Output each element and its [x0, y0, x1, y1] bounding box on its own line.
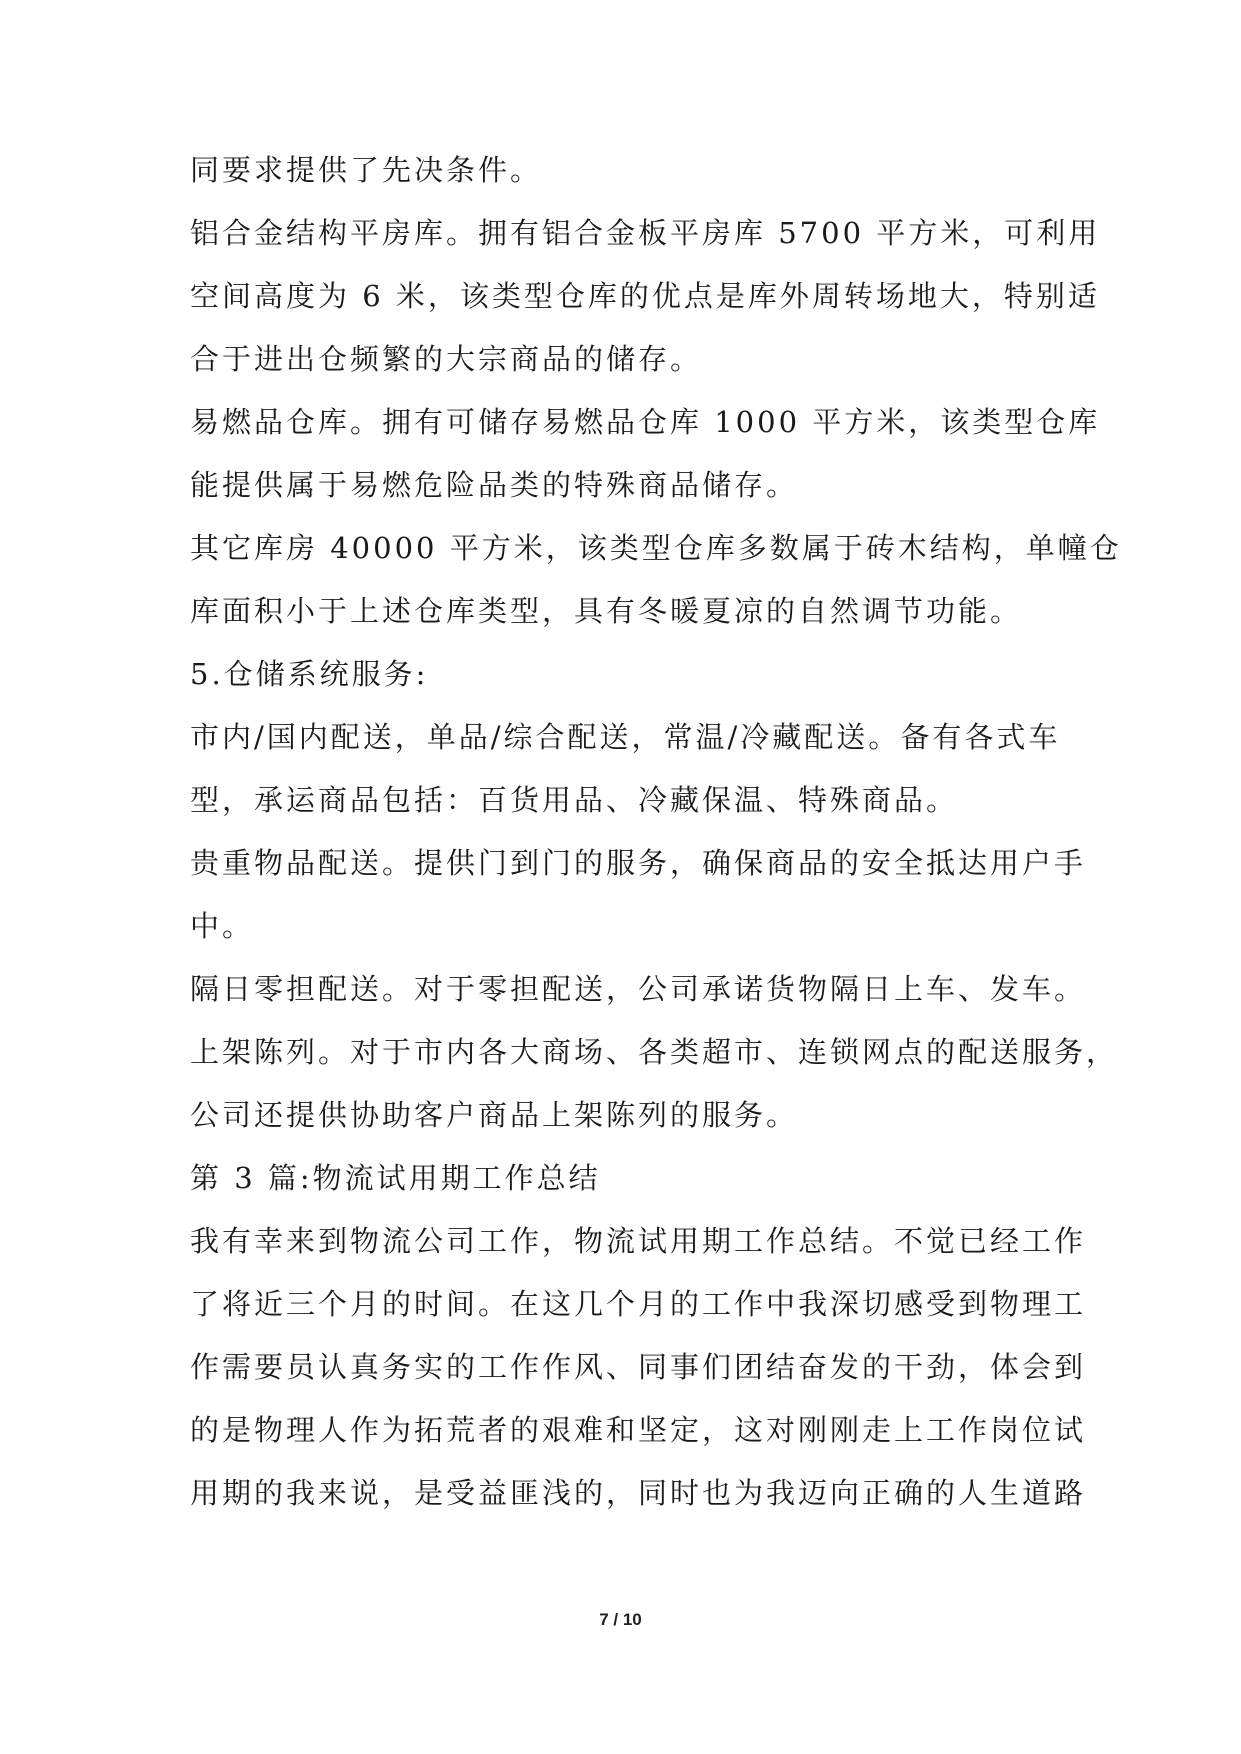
text-line: 中。 — [190, 909, 255, 943]
text-line: 市内/国内配送，单品/综合配送，常温/冷藏配送。备有各式车 — [190, 720, 1061, 754]
text-line: 作需要员认真务实的工作作风、同事们团结奋发的干劲，体会到 — [190, 1350, 1087, 1384]
text-line: 其它库房 40000 平方米，该类型仓库多数属于砖木结构，单幢仓 — [190, 531, 1122, 565]
text-line: 隔日零担配送。对于零担配送，公司承诺货物隔日上车、发车。 — [190, 972, 1087, 1006]
text-line: 能提供属于易燃危险品类的特殊商品储存。 — [190, 468, 799, 502]
text-line: 空间高度为 6 米，该类型仓库的优点是库外周转场地大，特别适 — [190, 279, 1100, 313]
text-line: 的是物理人作为拓荒者的艰难和坚定，这对刚刚走上工作岗位试 — [190, 1413, 1087, 1447]
text-line: 库面积小于上述仓库类型，具有冬暖夏凉的自然调节功能。 — [190, 594, 1023, 628]
text-line: 型，承运商品包括：百货用品、冷藏保温、特殊商品。 — [190, 783, 959, 817]
text-line: 贵重物品配送。提供门到门的服务，确保商品的安全抵达用户手 — [190, 846, 1087, 880]
section-heading: 5.仓储系统服务: — [190, 657, 429, 691]
text-line: 合于进出仓频繁的大宗商品的储存。 — [190, 342, 703, 376]
text-line: 易燃品仓库。拥有可储存易燃品仓库 1000 平方米，该类型仓库 — [190, 405, 1101, 439]
text-line: 了将近三个月的时间。在这几个月的工作中我深切感受到物理工 — [190, 1287, 1087, 1321]
text-line: 同要求提供了先决条件。 — [190, 153, 543, 187]
page-number: 7 / 10 — [599, 1610, 642, 1629]
text-line: 上架陈列。对于市内各大商场、各类超市、连锁网点的配送服务， — [190, 1035, 1119, 1069]
text-line: 我有幸来到物流公司工作，物流试用期工作总结。不觉已经工作 — [190, 1224, 1087, 1258]
text-line: 铝合金结构平房库。拥有铝合金板平房库 5700 平方米，可利用 — [190, 216, 1101, 250]
section-heading: 第 3 篇:物流试用期工作总结 — [190, 1161, 601, 1195]
text-line: 公司还提供协助客户商品上架陈列的服务。 — [190, 1098, 799, 1132]
text-line: 用期的我来说，是受益匪浅的，同时也为我迈向正确的人生道路 — [190, 1476, 1087, 1510]
